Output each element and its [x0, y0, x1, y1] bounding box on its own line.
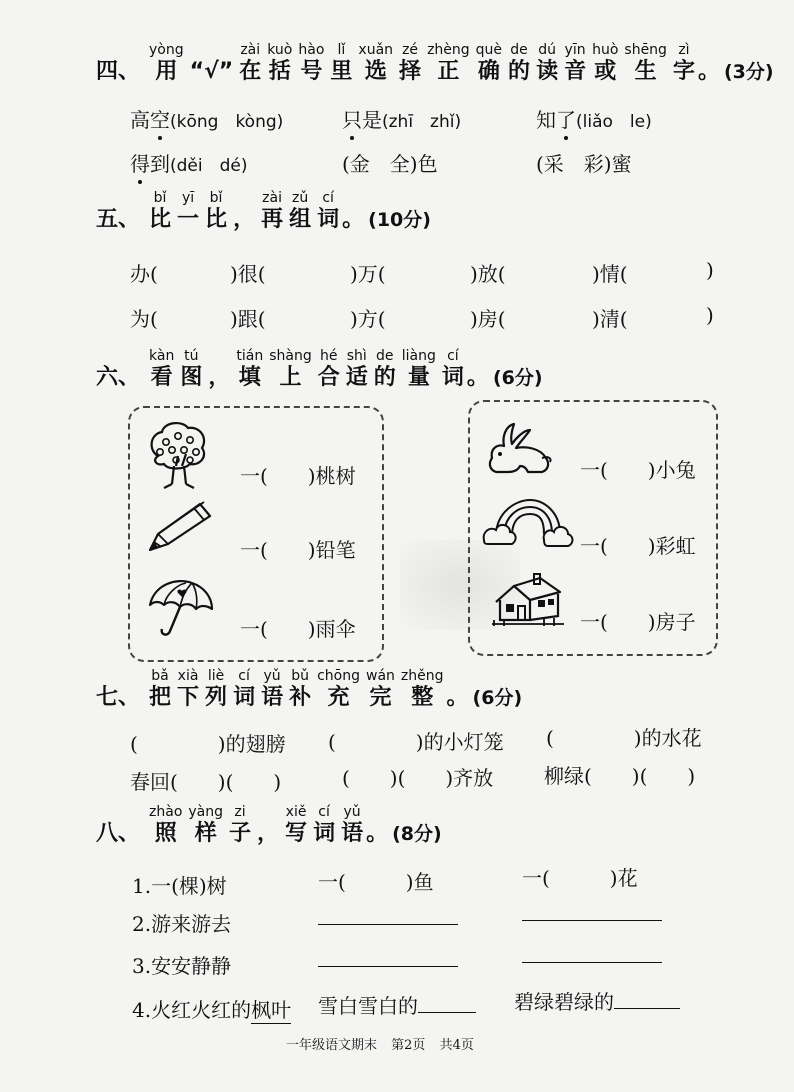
hanzi: 适	[345, 365, 368, 390]
hanzi: 把	[149, 685, 172, 710]
pinyin: yīn	[564, 42, 586, 58]
q5-heading	[96, 190, 431, 234]
hanzi: 或	[594, 59, 617, 84]
pinyin: cí	[238, 668, 250, 684]
hanzi: 比	[205, 207, 228, 232]
q5-r1-cell: )万(	[350, 262, 386, 286]
umbrella-icon	[146, 575, 214, 639]
q5-points: (10分)	[368, 209, 431, 231]
ruby-char	[208, 348, 230, 392]
pinyin: xiě	[285, 804, 307, 820]
ruby-char	[267, 42, 292, 86]
pinyin: zǔ	[291, 190, 309, 206]
pinyin: chōng	[317, 668, 361, 684]
q8-line4-b: 碧绿碧绿的	[514, 986, 680, 1015]
footer-total: 共4页	[439, 1038, 474, 1053]
hanzi: 再	[261, 207, 284, 232]
ruby-char	[233, 668, 255, 712]
ruby-char	[149, 804, 182, 848]
q6-left-1-text: 一( )桃树	[240, 464, 356, 488]
hanzi: 看	[150, 365, 173, 390]
q6-right-1-text: 一( )小兔	[580, 458, 696, 482]
ruby-char	[358, 42, 393, 86]
hanzi: 列	[205, 685, 228, 710]
ruby-char	[180, 348, 202, 392]
pinyin: liàng	[401, 348, 436, 364]
hanzi: 填	[238, 365, 261, 390]
hanzi: 上	[279, 365, 302, 390]
ruby-char	[205, 190, 227, 234]
q8-line4: 4.火红火红的枫叶	[132, 998, 292, 1022]
ruby-char	[317, 190, 339, 234]
pinyin: yǔ	[343, 804, 361, 820]
q4-heading	[96, 42, 774, 86]
ruby-char	[149, 348, 174, 392]
q5-number: 五、	[96, 207, 141, 232]
q8-heading	[96, 804, 442, 848]
ruby-char	[261, 668, 283, 712]
underlined-example: 枫叶	[251, 998, 292, 1022]
ruby-char	[257, 804, 279, 848]
house-icon	[490, 572, 566, 628]
pinyin: yàng	[188, 804, 224, 820]
pinyin: lǐ	[337, 42, 346, 58]
hanzi: 的	[373, 365, 396, 390]
pinyin: hào	[298, 42, 325, 58]
pinyin: xià	[177, 668, 199, 684]
hanzi: 音	[564, 59, 587, 84]
rabbit-icon	[484, 420, 556, 478]
q7-item-3: ( )的水花	[546, 726, 702, 750]
hanzi: 确	[477, 59, 500, 84]
ruby-char	[318, 348, 340, 392]
pinyin: zài	[240, 42, 261, 58]
q8-line4-a: 雪白雪白的	[318, 990, 476, 1019]
hanzi: 语	[341, 821, 364, 846]
hanzi: 词	[233, 685, 256, 710]
q8-example: 1.一(棵)树	[132, 874, 227, 898]
q4-item-4: 得到(děi dé)	[130, 148, 248, 177]
q5-r1-cell: )情(	[592, 262, 628, 286]
pinyin: de	[510, 42, 528, 58]
ruby-char	[177, 190, 199, 234]
ruby-char	[317, 668, 360, 712]
hanzi: 整	[411, 685, 434, 710]
hanzi: 一	[177, 207, 200, 232]
q6-left-2-text: 一( )铅笔	[240, 538, 356, 562]
pinyin: què	[475, 42, 503, 58]
hanzi: 照	[154, 821, 177, 846]
ruby-char	[399, 42, 421, 86]
pinyin: shì	[346, 348, 367, 364]
ruby-char	[261, 190, 283, 234]
q5-r2-cell: )跟(	[230, 307, 266, 331]
ruby-char	[229, 804, 251, 848]
q5-r2-cell: 为(	[130, 307, 158, 331]
q4-title	[146, 42, 698, 86]
pinyin: bǐ	[153, 190, 167, 206]
ruby-char	[149, 668, 171, 712]
q6-number: 六、	[96, 365, 141, 390]
pinyin: yī	[181, 190, 195, 206]
q6-left-3-text: 一( )雨伞	[240, 617, 356, 641]
page-footer	[286, 1034, 474, 1053]
q6-right-2-text: 一( )彩虹	[580, 534, 696, 558]
ruby-char	[313, 804, 335, 848]
answer-line[interactable]	[318, 904, 458, 925]
ruby-char	[285, 804, 307, 848]
q4-item-3: 知了(liǎo le)	[536, 104, 652, 133]
q5-r1-cell: )很(	[230, 262, 266, 286]
q7-title	[146, 668, 447, 712]
pinyin: zhěng	[400, 668, 444, 684]
pinyin: dú	[538, 42, 556, 58]
pinyin: wán	[366, 668, 395, 684]
hanzi: 充	[327, 685, 350, 710]
ruby-char	[149, 42, 184, 86]
q8-line3: 3.安安静静	[132, 954, 232, 978]
q5-r1-cell: 办(	[130, 262, 158, 286]
q5-r2-cell: )清(	[592, 307, 628, 331]
q8-title-end: 。	[366, 821, 389, 846]
hanzi: ，	[257, 821, 280, 846]
ruby-char	[402, 348, 436, 392]
ruby-char	[401, 668, 444, 712]
pinyin: kuò	[267, 42, 293, 58]
hanzi: 里	[330, 59, 353, 84]
pinyin: zi	[234, 804, 246, 820]
answer-blank[interactable]	[418, 994, 476, 1013]
q5-r2-cell: )	[706, 303, 714, 327]
pinyin: xuǎn	[358, 42, 394, 58]
q7-item-2: ( )的小灯笼	[328, 730, 504, 754]
ruby-char	[442, 348, 464, 392]
hanzi: 合	[317, 365, 340, 390]
pinyin: tián	[236, 348, 264, 364]
q5-title-end: 。	[342, 207, 365, 232]
pinyin: de	[376, 348, 394, 364]
pinyin: hé	[319, 348, 338, 364]
ruby-char	[289, 668, 311, 712]
hanzi: ，	[233, 207, 256, 232]
hanzi: 样	[194, 821, 217, 846]
q4-item-2: 只是(zhī zhǐ)	[342, 104, 461, 133]
hanzi: 的	[508, 59, 531, 84]
q7-item-5: ( )( )齐放	[342, 766, 494, 790]
q4-item-1: 高空(kōng kòng)	[130, 104, 283, 133]
hanzi: 用	[155, 59, 178, 84]
q5-r1-cell: )	[706, 258, 714, 282]
q5-r2-cell: )房(	[470, 307, 506, 331]
hanzi: 在	[239, 59, 262, 84]
pinyin: zé	[402, 42, 419, 58]
ruby-char	[177, 668, 199, 712]
answer-line[interactable]	[522, 900, 662, 921]
hanzi: 子	[229, 821, 252, 846]
pinyin: cí	[447, 348, 459, 364]
ruby-char	[564, 42, 586, 86]
q7-heading	[96, 668, 522, 712]
hanzi: 读	[536, 59, 559, 84]
ruby-char	[298, 42, 324, 86]
ruby-char	[366, 668, 395, 712]
pinyin: yǔ	[263, 668, 281, 684]
pinyin: bǐ	[209, 190, 223, 206]
q4-number: 四、	[96, 59, 141, 84]
q7-title-end: 。	[446, 685, 469, 710]
pinyin: zì	[678, 42, 690, 58]
pinyin: tú	[184, 348, 199, 364]
ruby-char	[269, 348, 312, 392]
q5-title	[146, 190, 342, 234]
ruby-char	[341, 804, 363, 848]
q4-title-end: 。	[697, 59, 720, 84]
ruby-char	[427, 42, 470, 86]
pinyin: cí	[318, 804, 330, 820]
q6-heading	[96, 348, 543, 392]
pinyin: bǎ	[151, 668, 169, 684]
pinyin: kàn	[149, 348, 175, 364]
hanzi: “√”	[189, 59, 234, 84]
q8-line1-a: 一( )鱼	[318, 870, 434, 894]
ruby-char	[188, 804, 223, 848]
ruby-char	[236, 348, 263, 392]
ruby-char	[239, 42, 261, 86]
pinyin: zhèng	[427, 42, 470, 58]
q7-item-1: ( )的翅膀	[130, 732, 286, 756]
hanzi: 补	[289, 685, 312, 710]
hanzi: 写	[285, 821, 308, 846]
hanzi: 图	[180, 365, 203, 390]
hanzi: 组	[289, 207, 312, 232]
q5-r2-cell: )方(	[350, 307, 386, 331]
tree-icon	[146, 420, 210, 490]
pinyin: zhào	[149, 804, 183, 820]
hanzi: 选	[364, 59, 387, 84]
ruby-char	[190, 42, 234, 86]
ruby-char	[330, 42, 352, 86]
q8-title	[146, 804, 366, 848]
ruby-char	[149, 190, 171, 234]
dotted-char: 得	[130, 148, 150, 177]
hanzi: ，	[208, 365, 231, 390]
q8-number: 八、	[96, 821, 141, 846]
hanzi: 下	[177, 685, 200, 710]
pencil-icon	[146, 500, 216, 554]
ruby-char	[536, 42, 558, 86]
hanzi: 号	[300, 59, 323, 84]
q5-r1-cell: )放(	[470, 262, 506, 286]
dotted-char: 了	[556, 104, 576, 133]
ruby-char	[205, 668, 227, 712]
rainbow-icon	[482, 496, 574, 554]
footer-page: 第2页	[391, 1038, 426, 1053]
ruby-char	[508, 42, 530, 86]
hanzi: 正	[437, 59, 460, 84]
ruby-char	[624, 42, 667, 86]
pinyin: yòng	[149, 42, 184, 58]
hanzi: 量	[407, 365, 430, 390]
ruby-char	[289, 190, 311, 234]
pinyin: shēng	[624, 42, 667, 58]
hanzi: 生	[634, 59, 657, 84]
pinyin: huò	[592, 42, 619, 58]
ruby-char	[476, 42, 502, 86]
hanzi: 择	[399, 59, 422, 84]
q4-points: (3分)	[723, 61, 774, 83]
hanzi: 比	[149, 207, 172, 232]
ruby-char	[374, 348, 396, 392]
ruby-char	[592, 42, 618, 86]
q4-item-5: (金 全)色	[342, 152, 438, 176]
ruby-char	[346, 348, 368, 392]
hanzi: 字	[672, 59, 695, 84]
hanzi: 括	[268, 59, 291, 84]
q7-item-4: 春回( )( )	[130, 770, 282, 794]
hanzi: 词	[317, 207, 340, 232]
dotted-char: 空	[150, 104, 170, 133]
q8-line2: 2.游来游去	[132, 912, 232, 936]
pinyin: cí	[322, 190, 334, 206]
q6-title-end: 。	[466, 365, 489, 390]
q6-title	[146, 348, 467, 392]
q7-item-6: 柳绿( )( )	[544, 764, 696, 788]
pinyin: shàng	[269, 348, 312, 364]
q7-number: 七、	[96, 685, 141, 710]
dotted-char: 只	[342, 104, 362, 133]
pinyin: zài	[262, 190, 282, 206]
q4-item-6: (采 彩)蜜	[536, 152, 632, 176]
footer-subject: 一年级语文期末	[286, 1038, 378, 1053]
hanzi: 完	[369, 685, 392, 710]
hanzi: 词	[313, 821, 336, 846]
answer-blank[interactable]	[614, 990, 680, 1009]
q6-right-3-text: 一( )房子	[580, 610, 696, 634]
answer-line[interactable]	[318, 946, 458, 967]
hanzi: 词	[441, 365, 464, 390]
q8-points: (8分)	[392, 823, 442, 845]
ruby-char	[233, 190, 255, 234]
pinyin: bǔ	[291, 668, 309, 684]
q7-points: (6分)	[472, 687, 523, 709]
q6-points: (6分)	[492, 367, 543, 389]
answer-line[interactable]	[522, 942, 662, 963]
pinyin: liè	[207, 668, 225, 684]
hanzi: 语	[261, 685, 284, 710]
ruby-char	[673, 42, 695, 86]
q8-line1-b: 一( )花	[522, 866, 638, 890]
